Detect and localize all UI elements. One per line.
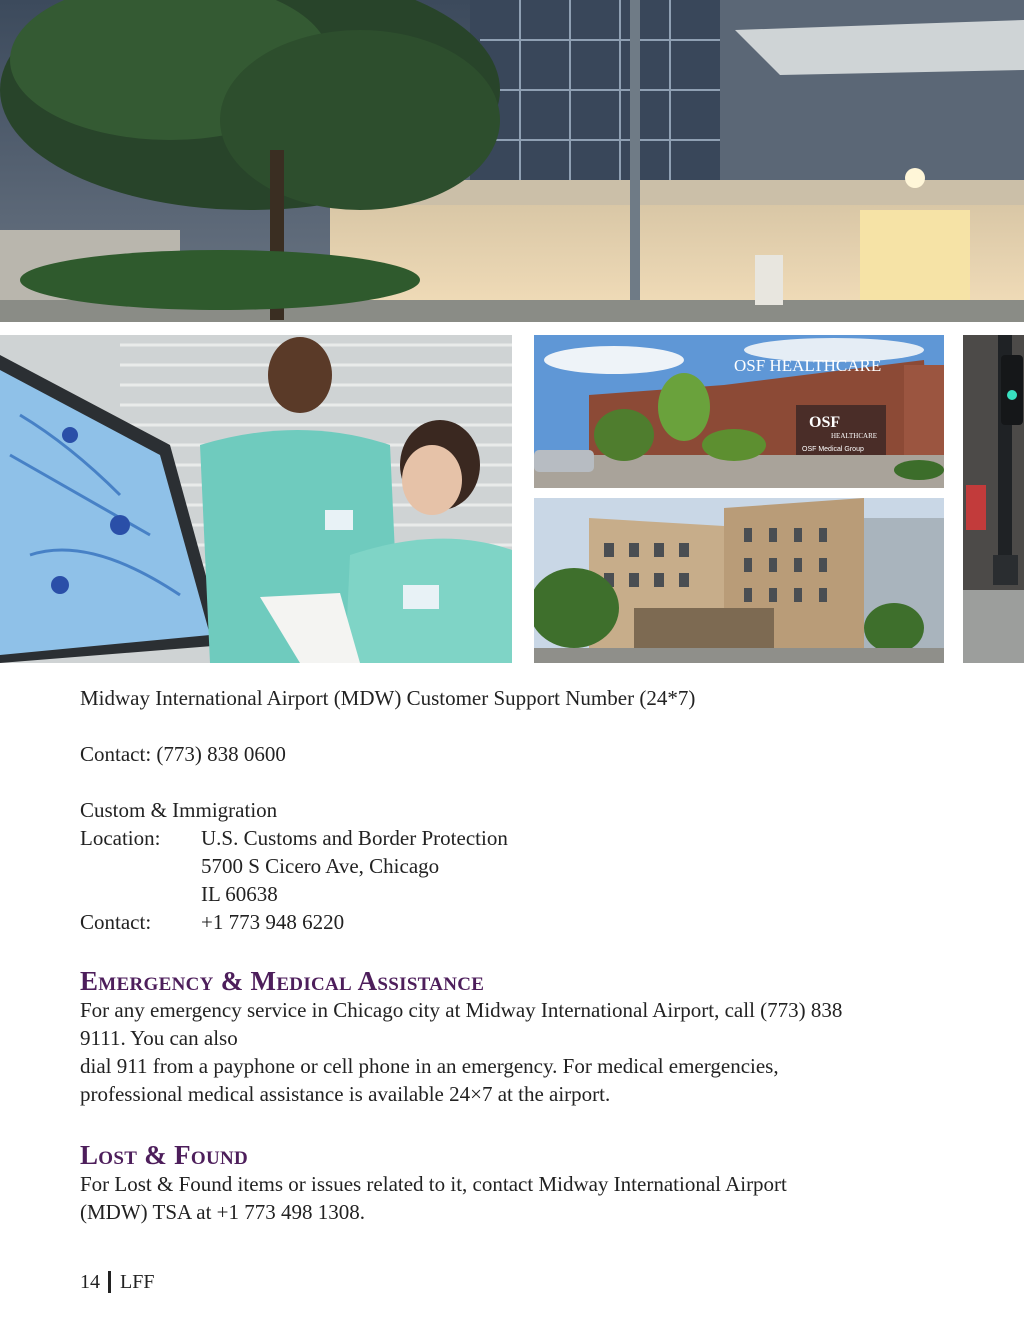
lost-found-line: (MDW) TSA at +1 773 498 1308. bbox=[80, 1200, 366, 1224]
content-column bbox=[80, 684, 940, 1226]
footer-brand: LFF bbox=[120, 1271, 155, 1293]
customs-zip-row bbox=[80, 880, 940, 908]
osf-sign-text: OSF HEALTHCARE bbox=[734, 356, 882, 375]
page-footer bbox=[80, 1268, 154, 1296]
emergency-line: dial 911 from a payphone or cell phone in an emergency. For medical emergencies, bbox=[80, 1054, 779, 1078]
university-hospital-photo bbox=[534, 498, 944, 663]
osf-panel-title: OSF bbox=[809, 414, 841, 431]
customs-contact-label: Contact: bbox=[80, 910, 152, 934]
spacer bbox=[80, 852, 201, 880]
customs-contact-value: +1 773 948 6220 bbox=[201, 910, 345, 934]
customs-title: Custom & Immigration bbox=[80, 798, 278, 822]
customs-location-label: Location: bbox=[80, 826, 161, 850]
customs-contact-row bbox=[80, 908, 940, 936]
airport-support-contact: Contact: (773) 838 0600 bbox=[80, 742, 286, 766]
emergency-heading: Emergency & Medical Assistance bbox=[80, 966, 485, 996]
customs-location-line: U.S. Customs and Border Protection bbox=[201, 826, 508, 850]
page-number: 14 bbox=[80, 1271, 100, 1293]
customs-address-row bbox=[80, 852, 940, 880]
footer-divider bbox=[108, 1271, 111, 1293]
customs-location-row bbox=[80, 824, 940, 852]
hospital-entrance-photo bbox=[0, 0, 1024, 322]
airport-support-heading: Midway International Airport (MDW) Customer Support Number (24*7) bbox=[80, 686, 696, 710]
lost-found-line: For Lost & Found items or issues related to it, contact Midway International Airport bbox=[80, 1172, 787, 1196]
spacer bbox=[80, 880, 201, 908]
street-corner-photo bbox=[963, 335, 1024, 663]
osf-panel-subtitle: HEALTHCARE bbox=[831, 432, 878, 440]
emergency-line: 9111. You can also bbox=[80, 1026, 238, 1050]
emergency-line: For any emergency service in Chicago city at Midway International Airport, call (773) 838 bbox=[80, 998, 843, 1022]
customs-location-line: IL 60638 bbox=[201, 882, 278, 906]
emergency-line: professional medical assistance is available 24×7 at the airport. bbox=[80, 1082, 611, 1106]
customs-location-line: 5700 S Cicero Ave, Chicago bbox=[201, 854, 440, 878]
osf-healthcare-building-photo bbox=[534, 335, 944, 488]
lost-found-heading: Lost & Found bbox=[80, 1140, 249, 1170]
medical-staff-photo bbox=[0, 335, 512, 663]
osf-panel-group: OSF Medical Group bbox=[802, 446, 864, 453]
